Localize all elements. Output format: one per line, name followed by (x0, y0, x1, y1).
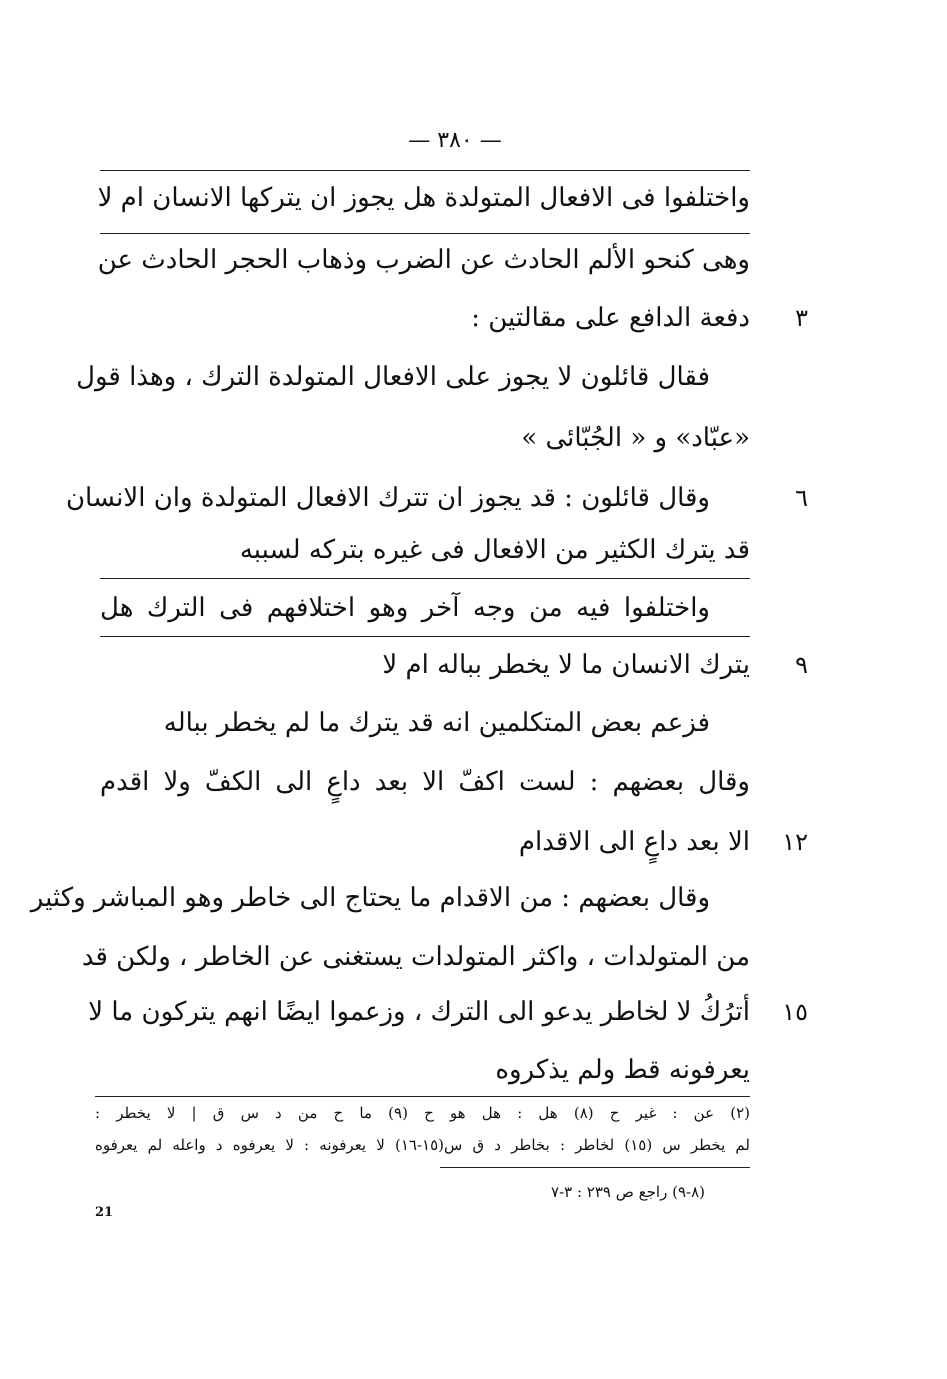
line-number-9: ٩ (795, 651, 808, 679)
text-line-8: واختلفوا فيه من وجه آخر وهو اختلافهم فى الترك هل (100, 593, 710, 623)
text-line-12: الا بعد داعٍ الى الاقدام (518, 827, 750, 857)
section-rule-3 (100, 636, 750, 637)
text-line-2: وهى كنحو الألم الحادث عن الضرب وذهاب الحجر الحادث عن (97, 245, 750, 275)
footnote-separator-rule (440, 1167, 750, 1168)
footnote-line-3: (٨-٩) راجع ص ٢٣٩ : ٣-٧ (551, 1183, 705, 1201)
line-number-15: ١٥ (782, 998, 808, 1026)
text-line-13: وقال بعضهم : من الاقدام ما يحتاج الى خاطر وهو المباشر وكثير (30, 883, 710, 913)
text-line-7: قد يترك الكثير من الافعال فى غيره بتركه لسببه (239, 535, 750, 565)
text-line-10: فزعم بعض المتكلمين انه قد يترك ما لم يخطر بباله (163, 708, 710, 738)
text-line-6: وقال قائلون : قد يجوز ان تترك الافعال المتولدة وان الانسان (65, 483, 710, 513)
section-rule-2 (100, 578, 750, 579)
section-rule-1 (100, 233, 750, 234)
text-line-16: يعرفونه قط ولم يذكروه (495, 1055, 750, 1085)
footnote-line-2: لم يخطر س (١٥) لخاطر : بخاطر د ق س(١٥-١٦) لا يعرفونه : لا يعرفوه د واعله لم يعرفوه (95, 1136, 750, 1154)
text-line-15: أترُكُ لا لخاطر يدعو الى الترك ، وزعموا ايضًا انهم يتركون ما لا (88, 997, 750, 1027)
line-number-12: ١٢ (782, 828, 808, 856)
footnote-line-1: (٢) عن : غير ح (٨) هل : هل هو ح (٩) ما ح من د س ق | لا يخطر : (95, 1104, 750, 1122)
text-line-3: دفعة الدافع على مقالتين : (471, 303, 750, 333)
text-line-1: واختلفوا فى الافعال المتولدة هل يجوز ان يتركها الانسان ام لا (97, 183, 750, 213)
page-number: — ٣٨٠ — (408, 128, 502, 153)
line-number-6: ٦ (795, 484, 808, 512)
text-line-5: «عبّاد» و « الجُبّائى » (521, 423, 750, 453)
line-number-3: ٣ (795, 304, 808, 332)
footnote-rule (95, 1096, 750, 1097)
header-rule (100, 170, 750, 171)
text-line-4: فقال قائلون لا يجوز على الافعال المتولدة الترك ، وهذا قول (76, 362, 710, 392)
text-line-9: يترك الانسان ما لا يخطر بباله ام لا (382, 650, 750, 680)
printer-signature: 21 (95, 1205, 114, 1220)
text-line-11: وقال بعضهم : لست اكفّ الا بعد داعٍ الى الكفّ ولا اقدم (100, 767, 750, 797)
text-line-14: من المتولدات ، واكثر المتولدات يستغنى عن الخاطر ، ولكن قد (81, 942, 750, 972)
